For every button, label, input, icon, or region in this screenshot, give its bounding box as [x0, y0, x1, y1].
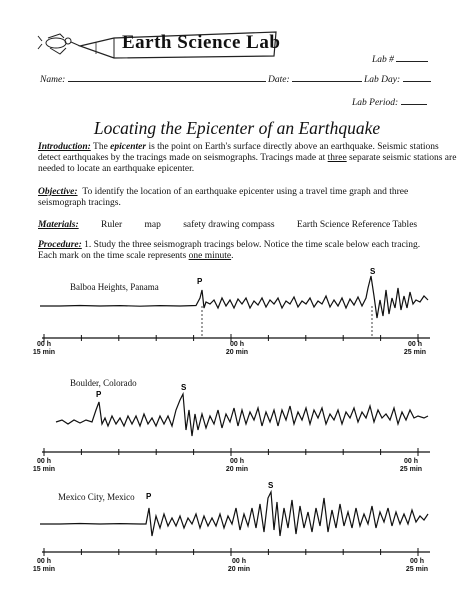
seismogram-trace — [56, 394, 428, 436]
procedure-section — [38, 240, 458, 262]
tick-label-minute: 15 min — [32, 348, 56, 356]
tick-label-hour: 00 h — [229, 341, 244, 348]
name-field — [40, 72, 266, 85]
tick-label-hour: 00 h — [407, 341, 422, 348]
tick-label-hour: 00 h — [403, 458, 418, 465]
seismogram-mexico-city — [0, 478, 474, 558]
material-item: Earth Science Reference Tables — [296, 220, 418, 230]
procedure-text-b: Each mark on the time scale represents — [38, 251, 187, 261]
tick-label-start — [30, 558, 58, 573]
procedure-line-2 — [38, 251, 458, 262]
seismogram-trace — [40, 276, 428, 318]
seismogram-boulder — [0, 380, 474, 460]
tick-label-hour: 00 h — [36, 558, 51, 565]
tick-label-start — [30, 341, 58, 356]
tick-label-middle — [222, 341, 252, 356]
material-item: Ruler — [101, 220, 123, 230]
tick-label-minute: 25 min — [403, 348, 427, 356]
lab-day-line[interactable] — [403, 72, 431, 82]
lab-number-field — [372, 52, 428, 65]
procedure-label: Procedure: — [38, 240, 82, 250]
date-line[interactable] — [292, 72, 362, 82]
objective-line-2: seismograph tracings. — [38, 198, 121, 208]
three-emphasis: three — [327, 153, 347, 163]
tick-label-minute: 20 min — [225, 348, 249, 356]
s-wave-label: S — [181, 383, 187, 392]
banner-logo — [36, 26, 286, 66]
tick-label-minute: 15 min — [32, 565, 56, 573]
objective-section — [38, 187, 458, 209]
tick-label-minute: 20 min — [227, 565, 251, 573]
introduction-label: Introduction: — [38, 142, 91, 152]
tick-label-hour: 00 h — [229, 458, 244, 465]
material-item: map — [144, 220, 161, 230]
procedure-text-a: 1. Study the three seismograph tracings below. Notice the time scale below each tracing. — [84, 240, 421, 250]
name-label: Name: — [40, 75, 66, 85]
tick-label-middle — [224, 558, 254, 573]
procedure-text-c: . — [231, 251, 234, 261]
station-label-boulder: Boulder, Colorado — [70, 378, 137, 388]
procedure-line-1 — [38, 240, 458, 251]
date-field — [268, 72, 362, 85]
banner-title: Earth Science Lab — [122, 32, 281, 53]
material-item: safety drawing compass — [183, 220, 275, 230]
objective-label: Objective: — [38, 187, 78, 197]
tick-label-hour: 00 h — [36, 341, 51, 348]
lab-day-label: Lab Day: — [364, 75, 401, 85]
one-minute-emphasis: one minute — [188, 251, 232, 261]
lab-day-field — [364, 72, 431, 85]
introduction-line-3: needed to locate an earthquake epicenter. — [38, 164, 195, 174]
tick-label-end — [402, 558, 432, 573]
epicenter-term: epicenter — [110, 142, 147, 152]
tick-label-middle — [222, 458, 252, 473]
tick-label-hour: 00 h — [409, 558, 424, 565]
lab-period-line[interactable] — [401, 95, 427, 105]
p-wave-label: P — [96, 390, 102, 399]
lab-number-line[interactable] — [396, 52, 428, 62]
tick-label-hour: 00 h — [231, 558, 246, 565]
s-wave-label: S — [370, 268, 376, 276]
seismogram-balboa — [0, 268, 474, 346]
materials-section — [38, 220, 458, 231]
introduction-section — [38, 142, 458, 175]
objective-line-1 — [38, 187, 458, 198]
tick-label-end — [400, 341, 430, 356]
page-title: Locating the Epicenter of an Earthquake — [93, 118, 381, 138]
station-label-balboa: Balboa Heights, Panama — [70, 282, 159, 292]
station-label-mexico-city: Mexico City, Mexico — [58, 492, 135, 502]
introduction-text-a: The — [93, 142, 108, 152]
objective-text-a: To identify the location of an earthquake epicenter using a travel time graph and three — [82, 187, 409, 197]
p-wave-label: P — [146, 492, 152, 501]
lab-period-field — [352, 95, 427, 108]
introduction-line-2 — [38, 153, 458, 164]
p-wave-label: P — [197, 277, 203, 286]
materials-label: Materials: — [38, 220, 79, 230]
tick-label-minute: 25 min — [399, 465, 423, 473]
tick-label-end — [396, 458, 426, 473]
lab-number-label: Lab # — [372, 55, 394, 65]
introduction-text-b: is the point on Earth's surface directly above an earthquake. Seismic stations — [148, 142, 439, 152]
tick-label-hour: 00 h — [36, 458, 51, 465]
s-wave-label: S — [268, 481, 274, 490]
lab-period-label: Lab Period: — [352, 98, 399, 108]
tick-label-minute: 25 min — [405, 565, 429, 573]
date-label: Date: — [268, 75, 290, 85]
introduction-line-1 — [38, 142, 458, 153]
introduction-text-d: separate seismic stations are — [349, 153, 457, 163]
tick-label-start — [30, 458, 58, 473]
tick-label-minute: 15 min — [32, 465, 56, 473]
seismogram-trace — [40, 492, 428, 536]
name-line[interactable] — [68, 72, 266, 82]
introduction-text-c: detect earthquakes by the tracings made on seismographs. Tracings made at — [38, 153, 326, 163]
tick-label-minute: 20 min — [225, 465, 249, 473]
